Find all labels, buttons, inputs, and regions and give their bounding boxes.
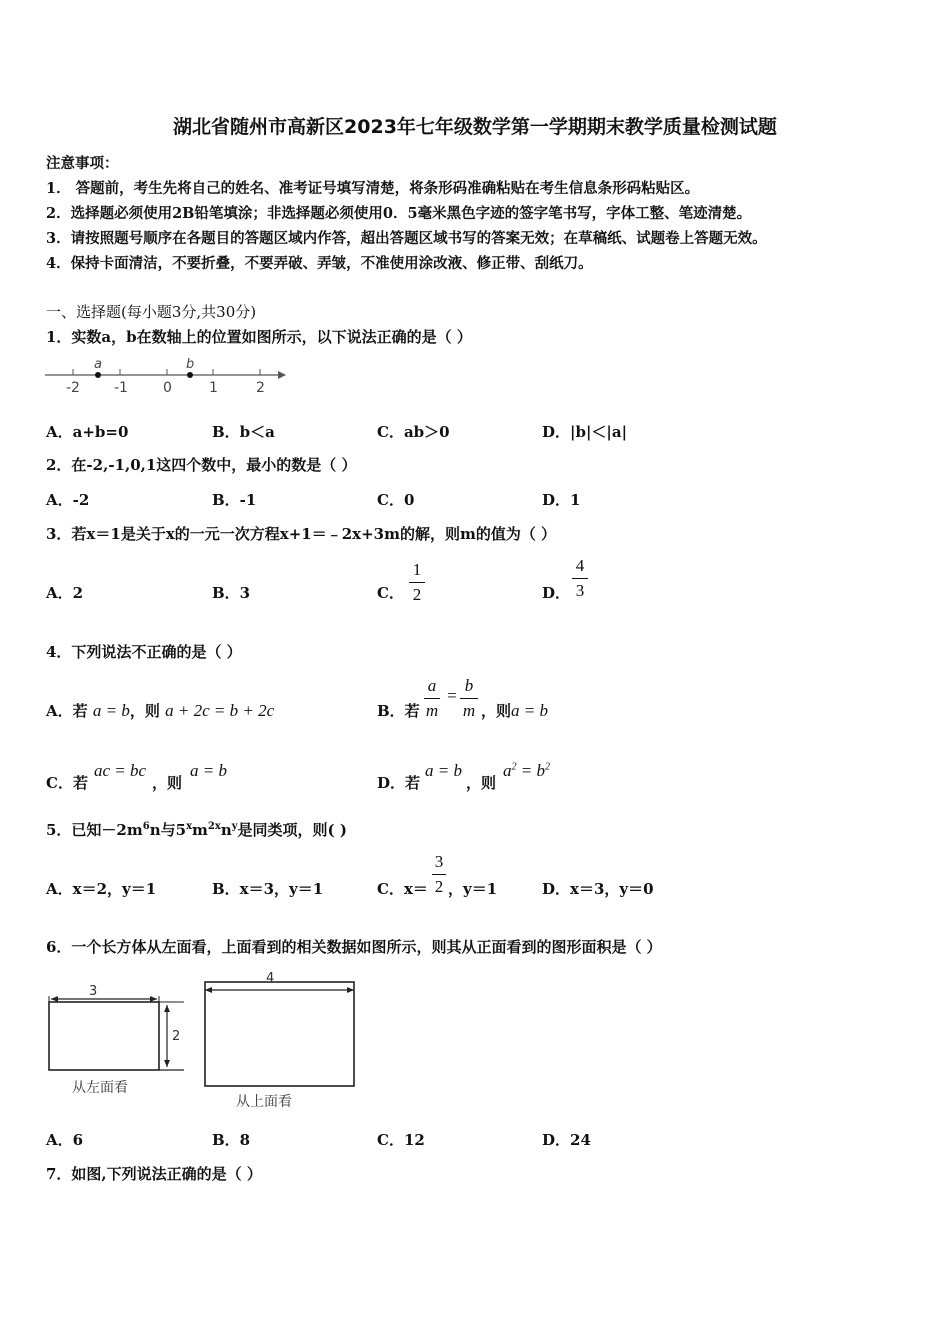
point-b-marker	[187, 372, 193, 378]
q4-b-equals: =	[446, 686, 458, 705]
q5-text: 5．已知－2m	[46, 821, 143, 839]
note-item: 2．选择题必须使用2B铅笔填涂；非选择题必须使用0．5毫米黑色字迹的签字笔书写，字体工整、笔迹清楚。	[46, 205, 752, 222]
result: a = b	[511, 701, 548, 720]
tick-label: -2	[66, 380, 80, 396]
q4-c-condition: ac = bc	[94, 761, 147, 780]
q3-option-c: C．	[377, 584, 404, 602]
q1-option-a: A．a+b=0	[46, 423, 129, 441]
note-item: 4．保持卡面清洁，不要折叠，不要弄破、弄皱，不准使用涂改液、修正带、刮纸刀。	[46, 255, 593, 272]
q6-option-b: B．8	[212, 1131, 251, 1149]
left-height-label: 2	[172, 1029, 181, 1044]
q4-c-result: a = b	[190, 761, 227, 780]
q5-text: n	[220, 821, 232, 839]
point-a-marker	[95, 372, 101, 378]
q1-option-c: C．ab＞0	[377, 423, 450, 441]
numerator: 1	[412, 560, 422, 579]
q5-exp: y	[231, 821, 238, 832]
q5-option-c-rest: ，y＝1	[448, 880, 498, 898]
q1-option-d: D．|b|＜|a|	[542, 423, 628, 441]
q3-option-b: B．3	[212, 584, 251, 602]
question-6: 6．一个长方体从左面看，上面看到的相关数据如图所示，则其从正面看到的图形面积是（ ）	[46, 938, 662, 956]
q5-option-d: D．x＝3，y＝0	[542, 880, 654, 898]
result: a + 2c = b + 2c	[165, 701, 275, 720]
q3-fraction-d	[572, 556, 588, 601]
question-2: 2．在-2,-1,0,1这四个数中，最小的数是（ ）	[46, 456, 357, 474]
q6-option-c: C．12	[377, 1131, 425, 1149]
note-item: 1． 答题前，考生先将自己的姓名、准考证号填写清楚，将条形码准确粘贴在考生信息条形码粘贴区。	[46, 180, 700, 197]
denominator: 2	[412, 585, 422, 604]
note-item: 3．请按照题号顺序在各题目的答题区域内作答，超出答题区域书写的答案无效；在草稿纸、试题卷上答题无效。	[46, 230, 767, 247]
left-width-label: 3	[89, 984, 98, 999]
q5-option-a: A．x＝2，y＝1	[46, 880, 157, 898]
denominator: 2	[434, 877, 444, 896]
denominator: m	[425, 701, 439, 720]
q3-fraction-c	[409, 560, 425, 605]
tick-label: 1	[209, 380, 218, 396]
q4-c-then: ，则	[152, 774, 183, 792]
question-4: 4．下列说法不正确的是（ ）	[46, 643, 242, 661]
q3-option-d: D．	[542, 584, 571, 602]
denominator: m	[462, 701, 476, 720]
q5-exp: x	[186, 821, 193, 832]
left-view-rect	[49, 1002, 159, 1070]
page-title: 湖北省随州市高新区2023年七年级数学第一学期期末教学质量检测试题	[173, 116, 777, 138]
q5-fraction-c	[432, 852, 446, 897]
top-view-rect	[205, 982, 354, 1086]
exponent: 2	[511, 761, 517, 773]
then-word: ，则	[129, 702, 160, 720]
q5-option-b: B．x＝3，y＝1	[212, 880, 324, 898]
q4-option-d-label: D．若	[377, 774, 421, 792]
q2-option-a: A．-2	[46, 491, 90, 509]
tick-label: 0	[163, 380, 172, 396]
question-1: 1．实数a，b在数轴上的位置如图所示，以下说法正确的是（ ）	[46, 328, 472, 346]
left-view-caption: 从左面看	[72, 1080, 128, 1096]
tick-label: -1	[114, 380, 128, 396]
q1-option-b: B．b＜a	[212, 423, 275, 441]
q4-d-then: ，则	[466, 774, 497, 792]
tick-label: 2	[256, 380, 265, 396]
q4-b-fraction-1	[424, 676, 440, 721]
condition: a = b	[92, 701, 130, 720]
denominator: 3	[575, 581, 585, 600]
result-base: a	[503, 761, 512, 780]
question-3: 3．若x＝1是关于x的一元一次方程x+1＝﹣2x+3m的解，则m的值为（ ）	[46, 525, 557, 543]
q2-option-c: C．0	[377, 491, 415, 509]
option-label: A．若	[46, 702, 88, 720]
q5-exp: 6	[142, 821, 150, 832]
q5-option-c: C．x＝	[377, 880, 428, 898]
q3-option-a: A．2	[46, 584, 84, 602]
question-5	[46, 819, 347, 840]
exponent: 2	[544, 761, 550, 773]
then-word: ，则	[481, 702, 512, 720]
numerator: 4	[575, 556, 585, 575]
numerator: 3	[434, 852, 444, 871]
point-a-label: a	[94, 357, 102, 372]
q2-option-b: B．-1	[212, 491, 257, 509]
q5-text: m	[192, 821, 208, 839]
cuboid-views-figure	[40, 968, 370, 1116]
point-b-label: b	[186, 357, 195, 372]
question-7: 7．如图,下列说法正确的是（ ）	[46, 1165, 262, 1183]
number-line-figure	[40, 352, 290, 400]
q4-option-a	[46, 700, 274, 721]
q4-option-c-label: C．若	[46, 774, 88, 792]
q4-d-result	[503, 761, 550, 781]
result-rest: = b	[516, 761, 545, 780]
top-view-caption: 从上面看	[236, 1094, 292, 1110]
top-width-label: 4	[266, 971, 275, 986]
q4-b-fraction-2	[460, 676, 478, 721]
q5-text: n与5	[149, 821, 187, 839]
q2-option-d: D．1	[542, 491, 581, 509]
notes-heading: 注意事项：	[46, 156, 119, 172]
q5-exp: 2x	[207, 821, 221, 832]
q5-text: 是同类项，则( )	[237, 821, 347, 839]
section-heading: 一、选择题(每小题3分,共30分)	[46, 303, 257, 321]
q4-d-condition: a = b	[425, 761, 462, 780]
numerator: b	[464, 676, 474, 695]
numerator: a	[427, 676, 437, 695]
q6-option-a: A．6	[46, 1131, 84, 1149]
q4-option-b-result	[481, 700, 548, 721]
q6-option-d: D．24	[542, 1131, 591, 1149]
q4-option-b-label: B．若	[377, 702, 420, 720]
